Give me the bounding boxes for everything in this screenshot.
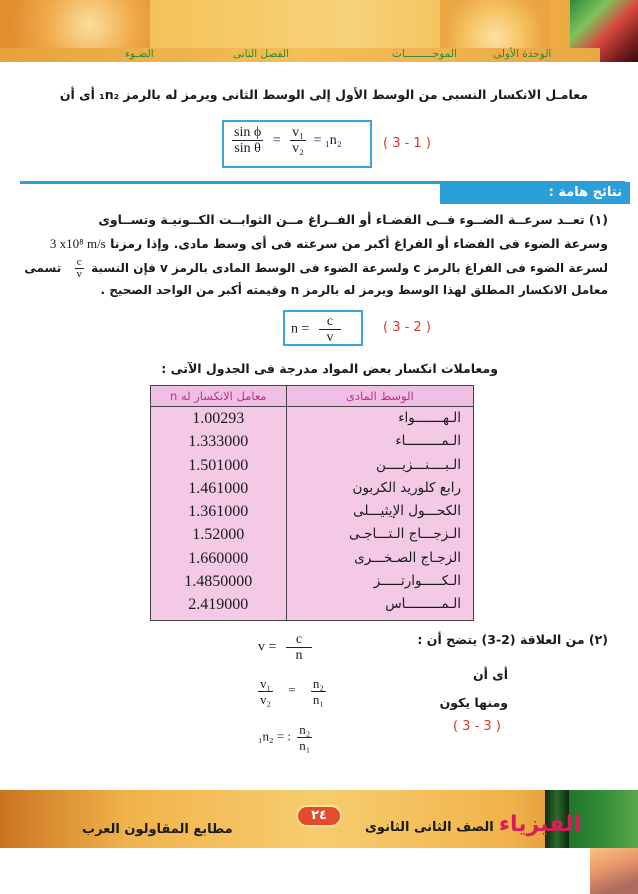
medium-benzene: الـبــــنـــزيــــن: [376, 456, 461, 473]
equation-number-3-2: ( 3 - 2 ): [383, 320, 431, 335]
equation-3-3: [258, 722, 312, 753]
equation-3-1-box: [222, 120, 372, 168]
publisher: مطابع المقاولون العرب: [82, 822, 233, 837]
eq3-numerator: n₂: [299, 722, 311, 737]
equation-velocity-ratio: [258, 676, 326, 707]
index-column: [151, 407, 287, 621]
eq-v-lhs: v =: [258, 639, 277, 655]
medium-air: الـهـــــــواء: [398, 410, 461, 426]
breadcrumb-section: الموجـــــــــات: [392, 48, 457, 60]
eq3-denominator: n₁: [299, 738, 311, 753]
eq1-equals: =: [272, 132, 281, 148]
index-value-air: 1.00293: [192, 410, 245, 427]
point2-text: (٢) من العلاقة (2-3) يتضح أن :: [417, 632, 608, 647]
breadcrumb-chapter: الفصل الثانى: [233, 48, 289, 60]
eq-v-numerator: c: [286, 632, 312, 648]
header-medium: الوسط المادى: [286, 386, 473, 407]
ratio-denominator: v: [76, 268, 82, 280]
subject-title: [365, 812, 581, 837]
medium-water: الـمـــــــــاء: [395, 433, 461, 450]
header-refractive-index: معامل الانكسار له n: [151, 386, 287, 407]
table-header-row: [151, 386, 474, 407]
ratio-numerator: c: [76, 256, 82, 268]
ratio-eq-rhs-numerator: n₂: [312, 676, 324, 691]
equation-v-c-over-n: [258, 632, 312, 663]
medium-diamond: الـمـــــــــاس: [385, 596, 461, 613]
table-intro: ومعاملات انكسار بعض المواد مدرجة فى الجدول الآتى :: [161, 361, 498, 376]
grade-label: الصف الثانى الثانوى: [365, 820, 494, 835]
refractive-index-table: [150, 385, 474, 621]
index-value-water: 1.333000: [188, 433, 249, 451]
subject-name: الفيزياء: [498, 812, 581, 837]
eq1-mid-denominator: v₂: [292, 141, 305, 156]
eq2-denominator: v: [326, 330, 334, 345]
footer-corner-decoration: [590, 848, 638, 894]
index-value-flint-glass: 1.660000: [188, 549, 249, 567]
eq1-mid-numerator: v₁: [292, 125, 305, 140]
eq-v-denominator: n: [295, 648, 303, 663]
results-heading: نتائج هامة :: [440, 182, 630, 204]
index-value-crown-glass: 1.52000: [192, 526, 245, 544]
eq3-lhs: ₁n₂ = :: [258, 728, 292, 744]
equation-number-3-1: ( 3 - 1 ): [383, 136, 431, 151]
point1-line4: معامل الانكسار المطلق لهذا الوسط ويرمز له بالرمز n وقيمته أكبر من الواحد الصحيح .: [100, 283, 608, 297]
ratio-eq-lhs-numerator: v₁: [260, 676, 272, 691]
medium-column: [286, 407, 473, 621]
index-value-quartz: 1.4850000: [184, 573, 253, 591]
medium-ethyl-alcohol: الكحـــول الإيثيـــلى: [353, 503, 461, 520]
eq2-numerator: c: [319, 314, 341, 330]
index-value-benzene: 1.501000: [188, 456, 249, 474]
index-value-carbon-tetrachloride: 1.461000: [188, 479, 249, 497]
medium-flint-glass: الزجـاج الصـخـــرى: [354, 549, 461, 566]
minha-text: ومنها يكون: [439, 695, 508, 710]
equation-number-3-3: ( 3 - 3 ): [453, 719, 501, 734]
medium-crown-glass: الـزجـــاج الـتـــاجـى: [348, 526, 461, 543]
eq1-lhs-numerator: sin ϕ: [234, 125, 262, 140]
index-value-diamond: 2.419000: [188, 596, 249, 614]
ratio-eq-equals: =: [288, 682, 296, 698]
eq1-rhs: = ₁n₂: [313, 132, 342, 148]
index-value-ethyl-alcohol: 1.361000: [188, 503, 249, 521]
ratio-eq-rhs-denominator: n₁: [312, 692, 324, 707]
ratio-eq-lhs-denominator: v₂: [260, 692, 272, 707]
eq2-lhs: n =: [291, 321, 310, 337]
point1-line3: [24, 257, 608, 280]
breadcrumb-unit: الوحدة الأولى: [493, 48, 552, 60]
breadcrumb-topic: الضـوء: [125, 48, 154, 60]
point1-line3-text: لسرعة الضوء فى الفراغ بالرمز c ولسرعة الضوء فى الوسط المادى بالرمز v فإن النسبة: [91, 261, 608, 275]
eq1-lhs-denominator: sin θ: [234, 141, 261, 156]
page-number: ٢٤: [296, 805, 342, 827]
point1-line3-called: تسمى: [24, 261, 62, 275]
equation-3-2-box: [283, 310, 363, 346]
speed-of-light-value: 3 x10⁸ m/s: [49, 236, 106, 251]
point1-line2: [50, 236, 608, 252]
medium-quartz: الـكـــــوارتـــــز: [373, 573, 461, 590]
point1-line2-text: وسرعة الضوء فى الفضاء أو الفراغ أكبر من سرعته فى أى وسط مادى. وإذا رمزنا: [110, 236, 608, 251]
medium-carbon-tetrachloride: رابع كلوريد الكربون: [352, 479, 461, 496]
intro-text: معامـل الانكسار النسبى من الوسط الأول إلى الوسط الثانى ويرمز له بالرمز ₁n₂ أى أن: [59, 87, 588, 102]
ay-an-text: أى أن: [472, 667, 508, 682]
point1-line1: (١) تعــد سرعــة الضــوء فــى الفضـاء أو الفــراغ مــن الثوابــت الكــونيـة وتســاوى: [98, 212, 608, 227]
